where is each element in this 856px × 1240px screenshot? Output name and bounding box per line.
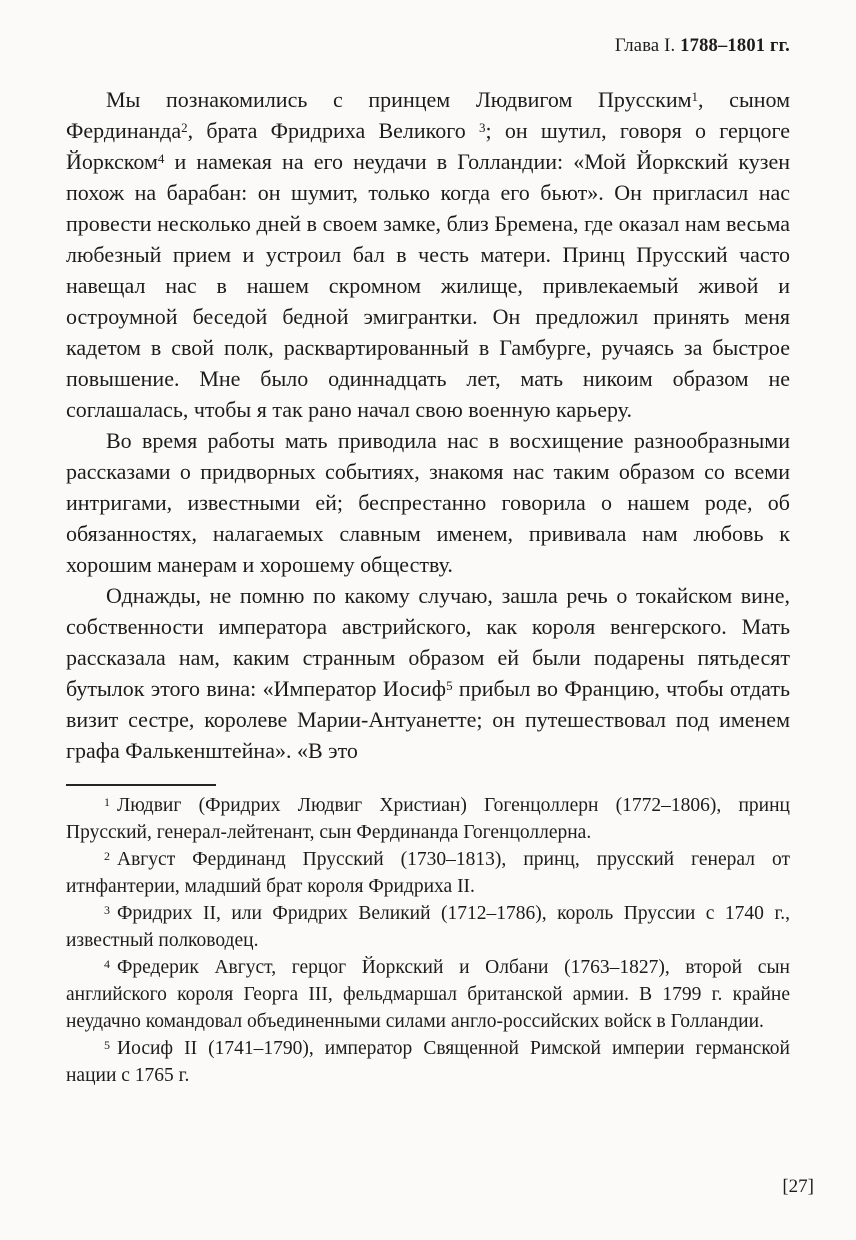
running-header-years: 1788–1801 гг. bbox=[680, 36, 790, 56]
paragraph: Однажды, не помню по какому случаю, зашла речь о токайском вине, собственности императора австрийского, как короля венгерского. Мать рассказала нам, каким странным образом ей были подарены пятьдесят бутылок этого вина: «Император Иосиф$^5$ прибыл во Францию, чтобы отдать визит сестре, королеве Марии-Антуанетте; он путешествовал под именем графа Фалькенштейна». «В это bbox=[66, 583, 790, 763]
footnote-ref: 2 bbox=[181, 120, 188, 136]
footnote-ref: 5 bbox=[446, 678, 453, 694]
paragraph: Во время работы мать приводила нас в восхищение разнообразными рассказами о придворных событиях, знакомя нас таким образом со всеми интригами, известными ей; беспрестанно говорила о нашем роде, об обязанностях, налагаемых славным именем, прививала нам любовь к хорошим манерам и хорошему обществу. bbox=[66, 428, 790, 577]
footnote: $^2$ Август Фердинанд Прусский (1730–1813), принц, прусский генерал от итнфантерии, младший брат короля Фридриха II. bbox=[66, 848, 790, 897]
footnote: $^4$ Фредерик Август, герцог Йоркский и Олбани (1763–1827), второй сын английского короля Георга III, фельдмаршал британской армии. В 1799 г. крайне неудачно командовал объединенными силами англо-российских войск в Голландии. bbox=[66, 956, 790, 1032]
footnote-number: 5 bbox=[104, 1037, 110, 1052]
footnote-separator bbox=[66, 784, 216, 786]
body-text bbox=[66, 84, 790, 766]
footnote-ref: 4 bbox=[157, 151, 165, 167]
footnote-number: 4 bbox=[104, 956, 110, 971]
footnote-number: 3 bbox=[104, 902, 110, 917]
paragraph: Мы познакомились с принцем Людвигом Прусским$^1$, сыном Фердинанда$^2$, брата Фридриха Великого $^3$; он шутил, говоря о герцоге Йоркском$^4$ и намекая на его неудачи в Голландии: «Мой Йоркский кузен похож на барабан: он шумит, только когда его бьют». Он пригласил нас провести несколько дней в своем замке, близ Бремена, где оказал нам весьма любезный прием и устроил бал в честь матери. Принц Прусский часто навещал нас в нашем скромном жилище, привлекаемый живой и остроумной беседой бедной эмигрантки. Он предложил принять меня кадетом в свой полк, расквартированный в Гамбурге, ручаясь за быстрое повышение. Мне было одиннадцать лет, мать никоим образом не соглашалась, чтобы я так рано начал свою военную карьеру. bbox=[66, 87, 791, 422]
footnote-ref: 3 bbox=[478, 120, 486, 136]
page-number: [27] bbox=[782, 1176, 814, 1197]
footnote: $^3$ Фридрих II, или Фридрих Великий (1712–1786), король Пруссии с 1740 г., известный полководец. bbox=[66, 902, 790, 951]
footnote-ref: 1 bbox=[691, 89, 699, 105]
footnote-number: 1 bbox=[104, 794, 110, 809]
running-header bbox=[66, 34, 790, 58]
footnote-number: 2 bbox=[104, 848, 110, 863]
footnotes bbox=[66, 792, 790, 1089]
footnote: $^1$ Людвиг (Фридрих Людвиг Христиан) Гогенцоллерн (1772–1806), принц Прусский, генерал-лейтенант, сын Фердинанда Гогенцоллерна. bbox=[66, 794, 790, 843]
footnote: $^5$ Иосиф II (1741–1790), император Священной Римской империи германской нации с 1765 г. bbox=[66, 1037, 790, 1086]
running-header-chapter: Глава I. bbox=[614, 36, 681, 56]
